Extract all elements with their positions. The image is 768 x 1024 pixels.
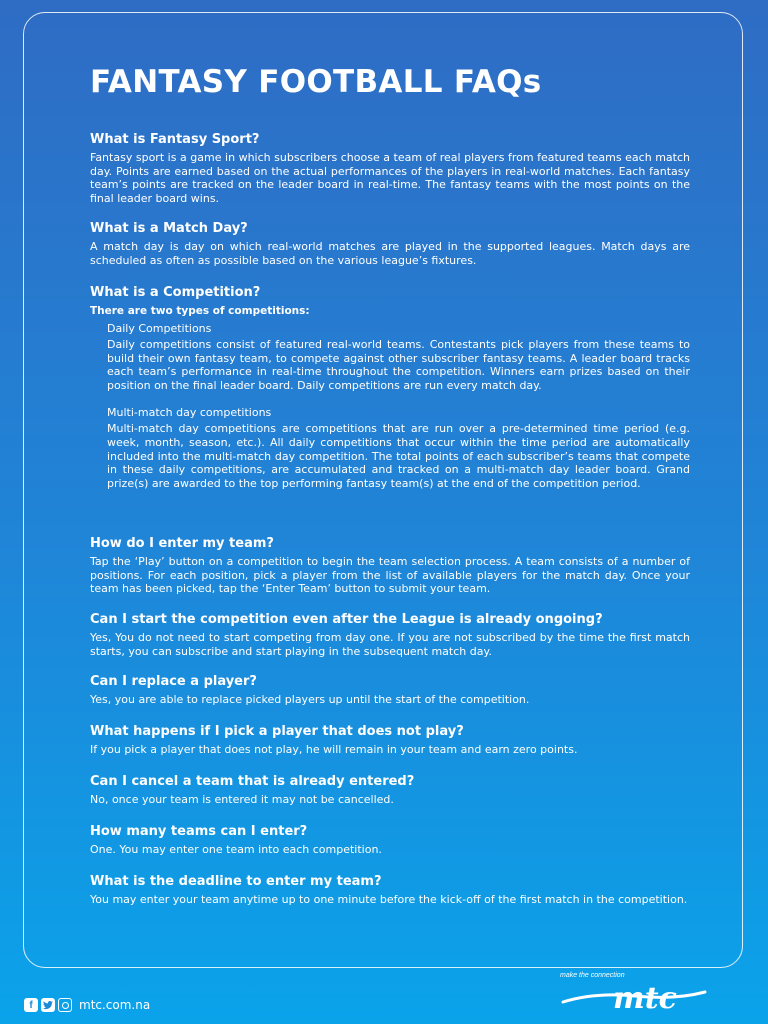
faq-item [90, 674, 690, 707]
mtc-logo [555, 972, 715, 1017]
brand-tagline: make the connection [560, 972, 625, 979]
daily-competitions-text: Daily competitions consist of featured real-world teams. Contestants pick players from these teams to build their own fantasy team, to compete against other subscriber fantasy teams. A leader board tracks each team’s performance in real-time throughout the competition. Winners earn prizes based on their position on the final leader board. Daily competitions are run every match day. [107, 338, 690, 392]
faq-answer: Yes, you are able to replace picked players up until the start of the competition. [90, 693, 530, 706]
instagram-icon[interactable] [58, 998, 72, 1012]
social-links [24, 998, 150, 1012]
faq-item [90, 536, 690, 596]
faq-item [90, 774, 690, 807]
faq-item [90, 724, 690, 757]
faq-question: How do I enter my team? [90, 536, 274, 551]
faq-content [90, 58, 690, 906]
faq-question: Can I cancel a team that is already entered? [90, 774, 415, 789]
website-link[interactable]: mtc.com.na [79, 998, 151, 1012]
faq-item-competition [90, 285, 690, 490]
multi-match-title: Multi-match day competitions [107, 406, 272, 420]
faq-question: Can I replace a player? [90, 674, 257, 689]
faq-answer: A match day is day on which real-world matches are played in the supported leagues. Match days are scheduled as often as possible based on the various league’s fixtures. [90, 240, 690, 267]
faq-question: Can I start the competition even after the League is already ongoing? [90, 612, 603, 627]
faq-question: What is Fantasy Sport? [90, 132, 260, 147]
page-title: FANTASY FOOTBALL FAQs [90, 64, 542, 100]
competition-intro: There are two types of competitions: [90, 305, 310, 317]
faq-item [90, 612, 690, 658]
faq-answer: If you pick a player that does not play, he will remain in your team and earn zero points. [90, 743, 578, 756]
faq-item [90, 132, 690, 205]
faq-question: What is a Match Day? [90, 221, 248, 236]
faq-item [90, 824, 690, 857]
faq-answer: Fantasy sport is a game in which subscribers choose a team of real players from featured teams each match day. Points are earned based on the actual performances of the players in real-world matches. Each fantasy team’s points are tracked on the leader board in real-time. The fantasy teams with the most points on the final leader board wins. [90, 151, 690, 205]
faq-answer: One. You may enter one team into each competition. [90, 843, 382, 856]
logo-text: mtc [613, 981, 677, 1016]
twitter-icon[interactable] [41, 998, 55, 1012]
faq-question: What is the deadline to enter my team? [90, 874, 382, 889]
faq-item [90, 221, 690, 267]
faq-answer: Tap the ‘Play’ button on a competition to begin the team selection process. A team consists of a number of positions. For each position, pick a player from the list of available players for the match day. Once your team has been picked, tap the ‘Enter Team’ button to submit your team. [90, 555, 690, 596]
daily-competitions-title: Daily Competitions [107, 322, 212, 335]
faq-answer: Yes, You do not need to start competing from day one. If you are not subscribed by the time the first match starts, you can subscribe and start playing in the subsequent match day. [90, 631, 690, 658]
facebook-icon[interactable]: f [24, 998, 38, 1012]
multi-match-text: Multi-match day competitions are competitions that are run over a pre-determined time period (e.g. week, month, season, etc.). All daily competitions that occur within the time period are automatically included into the multi-match day competition. The total points of each subscriber’s teams that compete in these daily competitions, are accumulated and tracked on a multi-match day leader board. Grand prize(s) are awarded to the top performing fantasy team(s) at the end of the competition period. [107, 422, 690, 490]
faq-item [90, 874, 690, 907]
faq-question: What happens if I pick a player that does not play? [90, 724, 464, 739]
faq-answer: You may enter your team anytime up to one minute before the kick-off of the first match in the competition. [90, 893, 688, 906]
faq-question: What is a Competition? [90, 285, 261, 300]
faq-question: How many teams can I enter? [90, 824, 308, 839]
competition-types [107, 322, 690, 490]
faq-answer: No, once your team is entered it may not be cancelled. [90, 793, 394, 806]
